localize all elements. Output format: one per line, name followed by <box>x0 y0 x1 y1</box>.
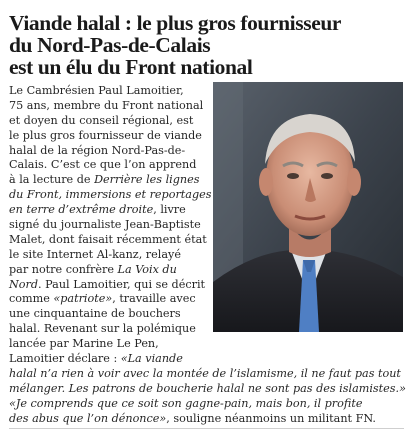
militant-quote-end: des abus que l’on dénonce» <box>9 411 167 425</box>
body-text: , livre <box>153 203 186 217</box>
body-line-21 <box>9 382 404 397</box>
book-title-part-1: Derrière les lignes <box>94 173 200 187</box>
body-line-23 <box>9 412 404 427</box>
body-line-4: le plus gros fournisseur de viande <box>9 128 202 142</box>
article-headline <box>9 12 404 78</box>
headline-line-2: du Nord-Pas-de-Calais <box>9 33 211 57</box>
body-line-20 <box>9 367 404 382</box>
body-text: , travaille avec <box>112 292 196 306</box>
newspaper-name-part-1: La Voix du <box>117 262 177 276</box>
body-line-14 <box>9 278 209 293</box>
newspaper-name-part-2: Nord <box>9 277 39 291</box>
body-line-11: Malet, dont faisait récemment état <box>9 232 207 246</box>
body-line-15 <box>9 292 209 307</box>
bottom-divider <box>9 428 404 429</box>
body-line-6: Calais. C’est ce que l’on apprend <box>9 158 197 172</box>
quote-patriote: «patriote» <box>53 292 113 306</box>
quote-continued: halal n’a rien à voir avec la montée de l’islamisme, il ne faut pas tout <box>9 366 401 380</box>
body-line-1: Le Cambrésien Paul Lamoitier, <box>9 84 184 97</box>
body-line-19 <box>9 352 209 367</box>
body-line-16: une cinquantaine de bouchers <box>9 307 181 321</box>
book-title-part-3: en terre d’extrême droite <box>9 203 154 217</box>
body-text: par notre confrère <box>9 262 118 276</box>
body-line-8 <box>9 188 212 203</box>
body-text: comme <box>9 292 54 306</box>
body-text: , souligne néanmoins un militant FN. <box>166 411 376 425</box>
body-line-18: lancée par Marine Le Pen, <box>9 337 159 351</box>
body-line-5: halal de la région Nord-Pas-de- <box>9 143 186 157</box>
body-text: à la lecture de <box>9 173 95 187</box>
body-line-2: 75 ans, membre du Front national <box>9 98 204 112</box>
militant-quote: «Je comprends que ce soit son gagne-pain, mais bon, il profite <box>9 396 363 410</box>
body-text: . Paul Lamoitier, qui se décrit <box>38 277 206 291</box>
body-line-22 <box>9 397 404 412</box>
headline-line-1: Viande halal : le plus gros fournisseur <box>9 11 342 35</box>
body-line-3: et doyen du conseil régional, est <box>9 113 194 127</box>
body-line-13 <box>9 263 209 278</box>
quote-end: mélanger. Les patrons de boucherie halal ne sont pas des islamistes.» <box>9 381 406 395</box>
article-body <box>9 84 404 426</box>
body-line-12: le site Internet Al-kanz, relayé <box>9 247 181 261</box>
headline-line-3: est un élu du Front national <box>9 55 253 79</box>
body-line-10: signé du journaliste Jean-Baptiste <box>9 218 201 232</box>
book-title-part-2: du Front, immersions et reportages <box>9 188 212 202</box>
body-text: Lamoitier déclare : <box>9 352 121 366</box>
body-line-7 <box>9 173 209 188</box>
body-line-9 <box>9 203 209 218</box>
quote-start: «La viande <box>120 352 183 366</box>
body-line-17: halal. Revenant sur la polémique <box>9 322 196 336</box>
